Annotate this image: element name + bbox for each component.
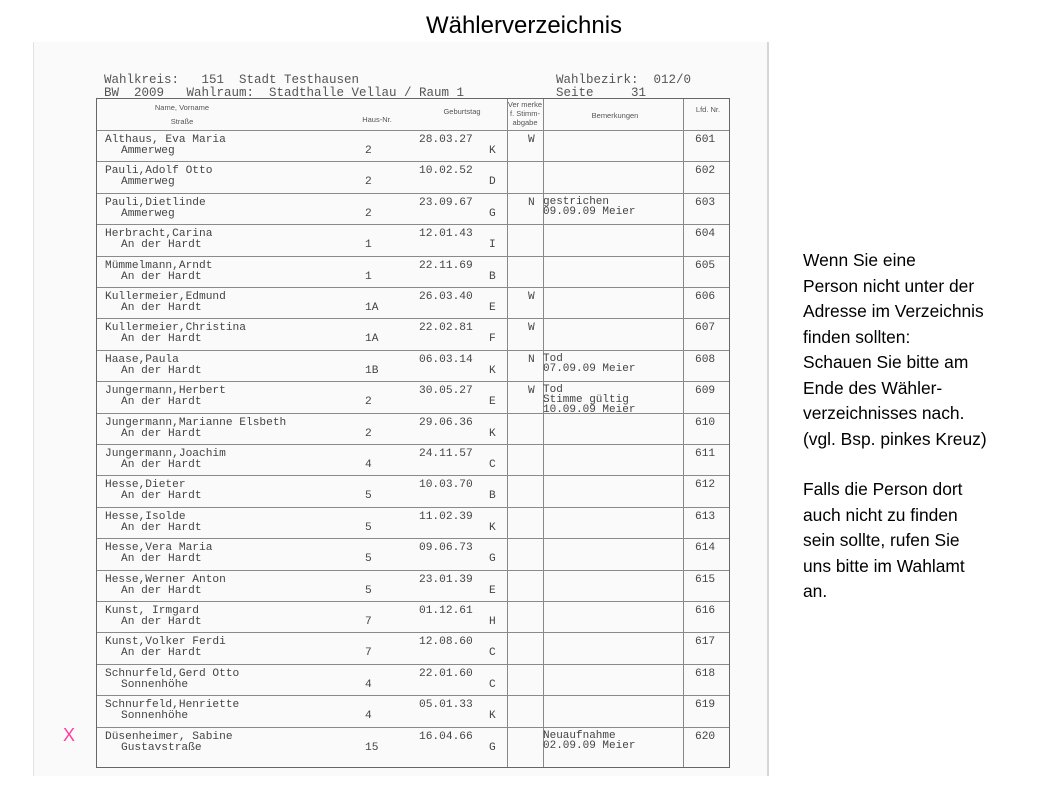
birth-date: 09.06.73	[419, 542, 473, 555]
instruction-paragraph: Falls die Person dort auch nicht zu finden sein sollte, rufen Sie uns bitte im Wahlamt an.	[803, 479, 965, 601]
vote-mark: W	[528, 134, 535, 146]
vote-mark: W	[528, 291, 535, 303]
house-number: 5	[365, 553, 372, 566]
gender-code: B	[489, 490, 496, 503]
slide-title: Wählerverzeichnis	[425, 12, 623, 39]
serial-number: 605	[695, 259, 716, 272]
birth-date: 10.03.70	[419, 479, 473, 492]
house-number: 2	[365, 176, 372, 189]
house-number: 5	[365, 521, 372, 534]
header-line: BW 2009 Wahlraum: Stadthalle Vellau / Raum 1	[104, 86, 465, 100]
header-line: Wahlkreis: 151 Stadt Testhausen	[104, 73, 360, 87]
birth-date: 23.09.67	[419, 196, 473, 209]
birth-date: 26.03.40	[419, 291, 473, 303]
vote-mark: N	[528, 353, 535, 366]
birth-date: 28.03.27	[419, 134, 473, 146]
street: An der Hardt	[121, 490, 202, 503]
serial-number: 613	[695, 510, 716, 523]
voter-name: Jungermann,Joachim	[105, 448, 226, 460]
table-row	[97, 161, 729, 192]
street: An der Hardt	[121, 616, 202, 628]
table-row	[97, 318, 729, 349]
table-row	[97, 130, 729, 161]
column-header-dob: Geburtstag	[443, 107, 481, 116]
voter-name: Pauli,Adolf Otto	[105, 165, 213, 178]
house-number: 2	[365, 207, 372, 220]
serial-number: 609	[695, 385, 716, 398]
voter-name: Haase,Paula	[105, 353, 179, 366]
birth-date: 12.08.60	[419, 636, 473, 649]
remarks: gestrichen 09.09.09 Meier	[543, 195, 636, 218]
voter-name: Hesse,Werner Anton	[105, 573, 226, 586]
gender-code: K	[489, 145, 496, 157]
serial-number: 602	[695, 165, 716, 178]
street: Sonnenhöhe	[121, 678, 189, 691]
table-row	[97, 224, 729, 255]
birth-date: 24.11.57	[419, 448, 473, 460]
voter-name: Hesse,Isolde	[105, 510, 186, 523]
pink-cross-marker: X	[63, 725, 76, 745]
table-row	[97, 664, 729, 695]
birth-date: 23.01.39	[419, 573, 473, 586]
serial-number: 601	[695, 134, 716, 146]
instruction-text	[803, 248, 1055, 605]
table-row	[97, 444, 729, 475]
birth-date: 22.02.81	[419, 322, 473, 335]
street: An der Hardt	[121, 647, 202, 660]
voter-name: Kullermeier,Edmund	[105, 291, 226, 303]
gender-code: K	[489, 710, 496, 723]
table-row	[97, 256, 729, 287]
house-number: 4	[365, 678, 372, 691]
house-number: 15	[365, 741, 379, 754]
street: Ammerweg	[121, 207, 175, 220]
voter-name: Düsenheimer, Sabine	[105, 730, 233, 743]
column-label: Straße	[170, 117, 194, 126]
voter-name: Hesse,Vera Maria	[105, 542, 213, 555]
serial-number: 603	[695, 196, 716, 209]
header-line: Seite 31	[556, 86, 647, 100]
birth-date: 01.12.61	[419, 605, 473, 617]
voter-name: Kunst,Volker Ferdi	[105, 636, 226, 649]
gender-code: K	[489, 427, 496, 440]
vote-mark: W	[528, 322, 535, 335]
voter-name: Kullermeier,Christina	[105, 322, 246, 335]
house-number: 1	[365, 270, 372, 283]
voter-name: Herbracht,Carina	[105, 228, 213, 241]
street: An der Hardt	[121, 333, 202, 346]
voter-name: Pauli,Dietlinde	[105, 196, 206, 209]
gender-code: G	[489, 207, 496, 220]
serial-number: 611	[695, 448, 716, 460]
street: Ammerweg	[121, 145, 175, 157]
street: Ammerweg	[121, 176, 175, 189]
street: An der Hardt	[121, 270, 202, 283]
table-row	[97, 632, 729, 663]
birth-date: 29.06.36	[419, 416, 473, 429]
gender-code: I	[489, 239, 496, 252]
gender-code: K	[489, 521, 496, 534]
serial-number: 619	[695, 699, 716, 712]
gender-code: C	[489, 647, 496, 660]
house-number: 7	[365, 647, 372, 660]
column-header-vermerk: Ver merke f. Stimm- abgabe	[507, 100, 543, 127]
register-header-left	[104, 74, 464, 100]
header-line: Wahlbezirk: 012/0	[556, 73, 692, 87]
house-number: 2	[365, 145, 372, 157]
house-number: 4	[365, 710, 372, 723]
voter-name: Jungermann,Herbert	[105, 385, 226, 398]
street: An der Hardt	[121, 302, 202, 314]
serial-number: 616	[695, 605, 716, 617]
table-row	[97, 538, 729, 569]
voter-name: Schnurfeld,Henriette	[105, 699, 240, 712]
serial-number: 610	[695, 416, 716, 429]
serial-number: 607	[695, 322, 716, 335]
birth-date: 06.03.14	[419, 353, 473, 366]
serial-number: 608	[695, 353, 716, 366]
street: Gustavstraße	[121, 741, 202, 754]
birth-date: 10.02.52	[419, 165, 473, 178]
house-number: 7	[365, 616, 372, 628]
remarks: Neuaufnahme 02.09.09 Meier	[543, 729, 636, 752]
remarks: Tod Stimme gültig 10.09.09 Meier	[543, 384, 636, 417]
street: An der Hardt	[121, 553, 202, 566]
table-row	[97, 413, 729, 444]
gender-code: K	[489, 364, 496, 377]
voter-name: Jungermann,Marianne Elsbeth	[105, 416, 287, 429]
register-header-right	[556, 74, 691, 100]
birth-date: 30.05.27	[419, 385, 473, 398]
voter-name: Schnurfeld,Gerd Otto	[105, 667, 240, 680]
serial-number: 615	[695, 573, 716, 586]
serial-number: 606	[695, 291, 716, 303]
house-number: 4	[365, 459, 372, 471]
gender-code: E	[489, 302, 496, 314]
house-number: 5	[365, 490, 372, 503]
house-number: 1B	[365, 364, 379, 377]
birth-date: 16.04.66	[419, 730, 473, 743]
street: An der Hardt	[121, 239, 202, 252]
birth-date: 11.02.39	[419, 510, 473, 523]
street: An der Hardt	[121, 396, 202, 409]
table-row	[97, 601, 729, 632]
street: An der Hardt	[121, 521, 202, 534]
birth-date: 22.01.60	[419, 667, 473, 680]
street: An der Hardt	[121, 584, 202, 597]
gender-code: B	[489, 270, 496, 283]
street: An der Hardt	[121, 427, 202, 440]
house-number: 2	[365, 427, 372, 440]
table-row	[97, 381, 729, 417]
column-header-lfd: Lfd. Nr.	[695, 105, 721, 114]
voter-name: Kunst, Irmgard	[105, 605, 199, 617]
serial-number: 614	[695, 542, 716, 555]
house-number: 5	[365, 584, 372, 597]
gender-code: C	[489, 459, 496, 471]
voter-name: Althaus, Eva Maria	[105, 134, 226, 146]
vote-mark: N	[528, 196, 535, 209]
birth-date: 12.01.43	[419, 228, 473, 241]
table-row	[97, 350, 729, 381]
street: An der Hardt	[121, 459, 202, 471]
serial-number: 618	[695, 667, 716, 680]
column-header-remarks: Bemerkungen	[591, 111, 639, 120]
serial-number: 617	[695, 636, 716, 649]
table-row	[97, 695, 729, 726]
table-row	[97, 727, 729, 758]
serial-number: 604	[695, 228, 716, 241]
column-label: Name, Vorname	[154, 103, 210, 112]
serial-number: 620	[695, 730, 716, 743]
vote-mark: W	[528, 385, 535, 398]
house-number: 2	[365, 396, 372, 409]
house-number: 1	[365, 239, 372, 252]
gender-code: C	[489, 678, 496, 691]
house-number: 1A	[365, 302, 379, 314]
street: An der Hardt	[121, 364, 202, 377]
table-row	[97, 287, 729, 318]
gender-code: E	[489, 584, 496, 597]
voter-table	[96, 98, 730, 768]
table-row	[97, 507, 729, 538]
voter-name: Mümmelmann,Arndt	[105, 259, 213, 272]
instruction-paragraph: Wenn Sie eine Person nicht unter der Adresse im Verzeichnis finden sollten: Schauen Sie bitte am Ende des Wähler- verzeichnisses nach. (vgl. Bsp. pinkes Kreuz)	[803, 250, 987, 449]
voter-name: Hesse,Dieter	[105, 479, 186, 492]
table-row	[97, 193, 729, 224]
serial-number: 612	[695, 479, 716, 492]
street: Sonnenhöhe	[121, 710, 189, 723]
gender-code: E	[489, 396, 496, 409]
table-row	[97, 570, 729, 601]
gender-code: G	[489, 553, 496, 566]
birth-date: 05.01.33	[419, 699, 473, 712]
birth-date: 22.11.69	[419, 259, 473, 272]
gender-code: G	[489, 741, 496, 754]
remarks: Tod 07.09.09 Meier	[543, 352, 636, 375]
house-number: 1A	[365, 333, 379, 346]
table-row	[97, 475, 729, 506]
column-header-house: Haus-Nr.	[362, 115, 392, 124]
gender-code: F	[489, 333, 496, 346]
gender-code: H	[489, 616, 496, 628]
gender-code: D	[489, 176, 496, 189]
